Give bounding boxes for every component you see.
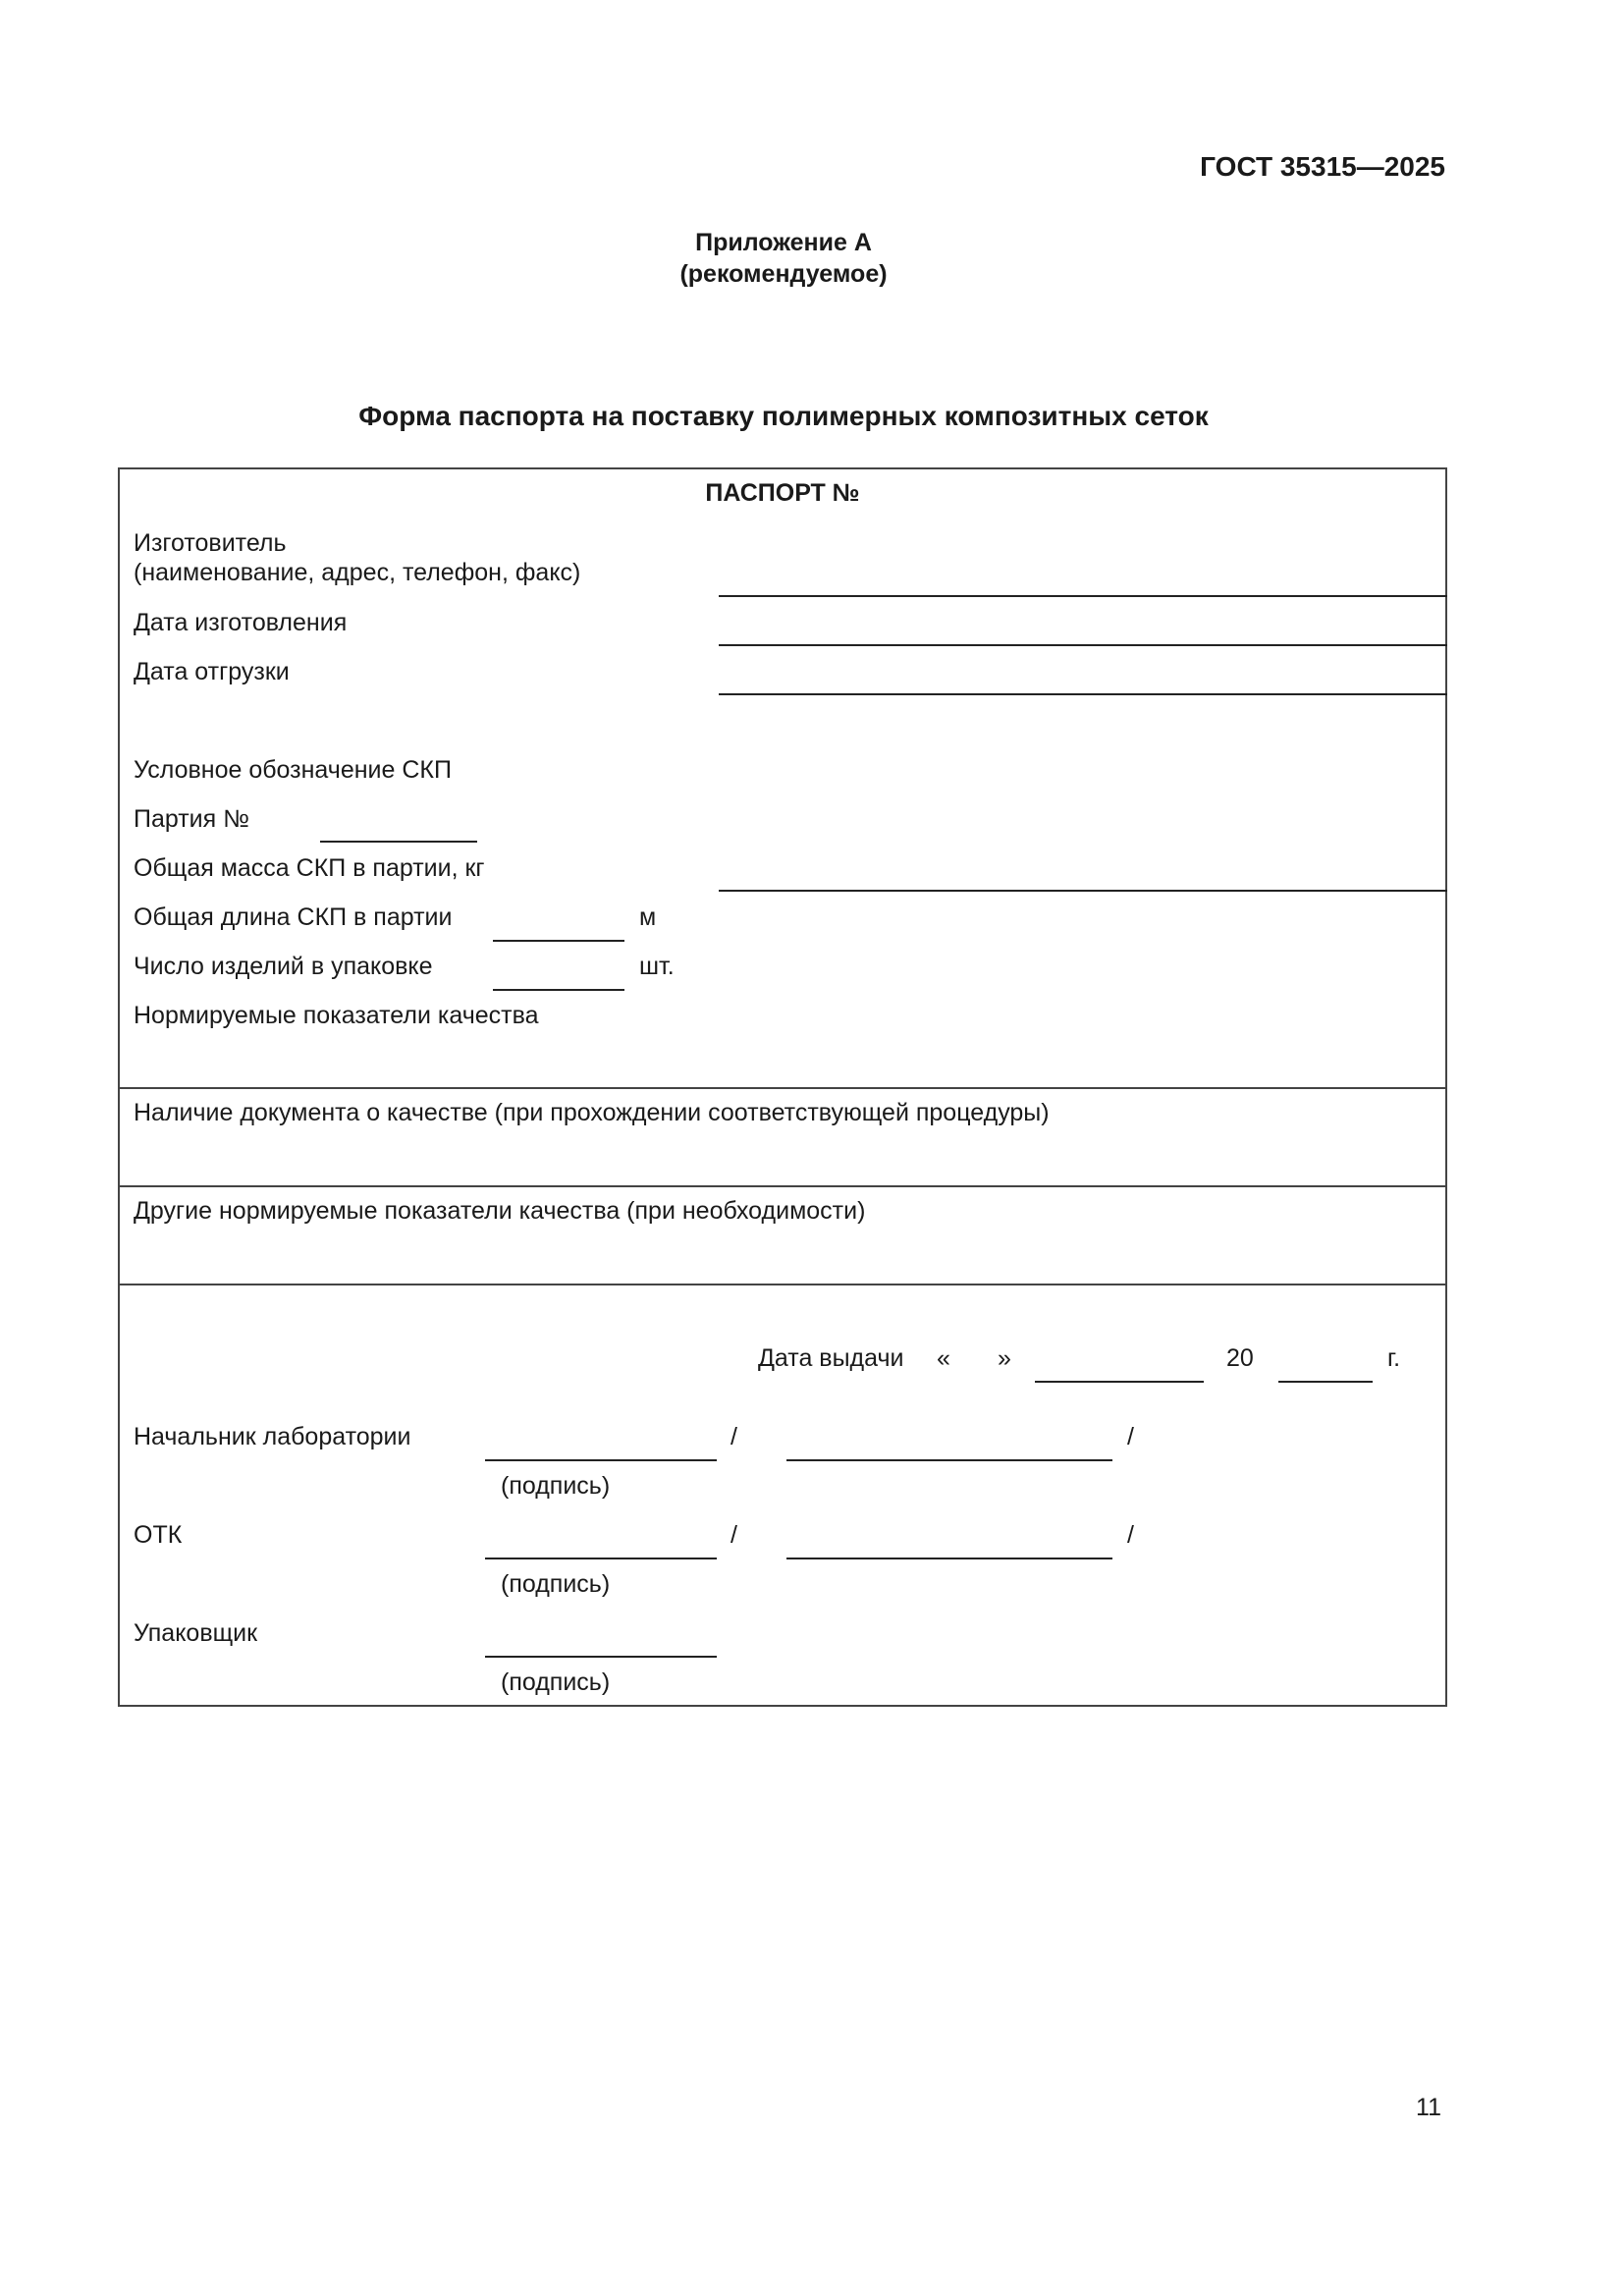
passport-title: ПАСПОРТ № — [705, 479, 860, 507]
signature-hint: (подпись) — [501, 1668, 611, 1696]
slash: / — [730, 1521, 737, 1549]
other-indicators-label: Другие нормируемые показатели качества (при необходимости) — [134, 1197, 866, 1225]
items-count-label: Число изделий в упаковке — [134, 953, 433, 980]
total-length-label: Общая длина СКП в партии — [134, 903, 453, 931]
items-count-unit: шт. — [639, 953, 675, 980]
section-divider — [118, 1284, 1447, 1285]
century-label: 20 — [1226, 1344, 1254, 1372]
packer-label: Упаковщик — [134, 1619, 258, 1647]
total-length-unit: м — [639, 903, 657, 931]
total-length-field[interactable] — [493, 940, 624, 942]
section-divider — [118, 1087, 1447, 1089]
standard-code: ГОСТ 35315—2025 — [1200, 151, 1445, 182]
qc-signature-field[interactable] — [485, 1558, 717, 1559]
quote-close: » — [998, 1344, 1011, 1372]
quote-open: « — [937, 1344, 950, 1372]
qc-name-field[interactable] — [786, 1558, 1112, 1559]
total-mass-field[interactable] — [719, 890, 1447, 892]
issue-day-month-field[interactable] — [1035, 1381, 1204, 1383]
signature-hint: (подпись) — [501, 1570, 611, 1598]
quality-document-label: Наличие документа о качестве (при прохождении соответствующей процедуры) — [134, 1099, 1050, 1126]
manufacturer-field[interactable] — [719, 595, 1447, 597]
year-suffix: г. — [1387, 1344, 1401, 1372]
designation-label: Условное обозначение СКП — [134, 756, 452, 784]
quality-indicators-label: Нормируемые показатели качества — [134, 1002, 539, 1029]
lab-head-label: Начальник лаборатории — [134, 1423, 411, 1450]
qc-label: ОТК — [134, 1521, 183, 1549]
lab-head-signature-field[interactable] — [485, 1459, 717, 1461]
page-number: 11 — [1416, 2094, 1441, 2121]
shipment-date-field[interactable] — [719, 693, 1447, 695]
slash: / — [1127, 1521, 1134, 1549]
appendix-status: (рекомендуемое) — [679, 260, 888, 288]
manufacture-date-label: Дата изготовления — [134, 609, 348, 636]
issue-year-field[interactable] — [1278, 1381, 1373, 1383]
batch-label: Партия № — [134, 805, 249, 833]
manufacturer-label: Изготовитель — [134, 529, 287, 557]
packer-signature-field[interactable] — [485, 1656, 717, 1658]
total-mass-label: Общая масса СКП в партии, кг — [134, 854, 485, 882]
slash: / — [1127, 1423, 1134, 1450]
manufacturer-hint: (наименование, адрес, телефон, факс) — [134, 559, 581, 586]
issue-date-label: Дата выдачи — [758, 1344, 904, 1372]
shipment-date-label: Дата отгрузки — [134, 658, 290, 685]
slash: / — [730, 1423, 737, 1450]
appendix-title: Приложение А — [695, 229, 872, 256]
batch-number-field[interactable] — [320, 841, 477, 843]
manufacture-date-field[interactable] — [719, 644, 1447, 646]
lab-head-name-field[interactable] — [786, 1459, 1112, 1461]
signature-hint: (подпись) — [501, 1472, 611, 1500]
section-divider — [118, 1185, 1447, 1187]
items-count-field[interactable] — [493, 989, 624, 991]
form-title: Форма паспорта на поставку полимерных композитных сеток — [358, 401, 1209, 431]
